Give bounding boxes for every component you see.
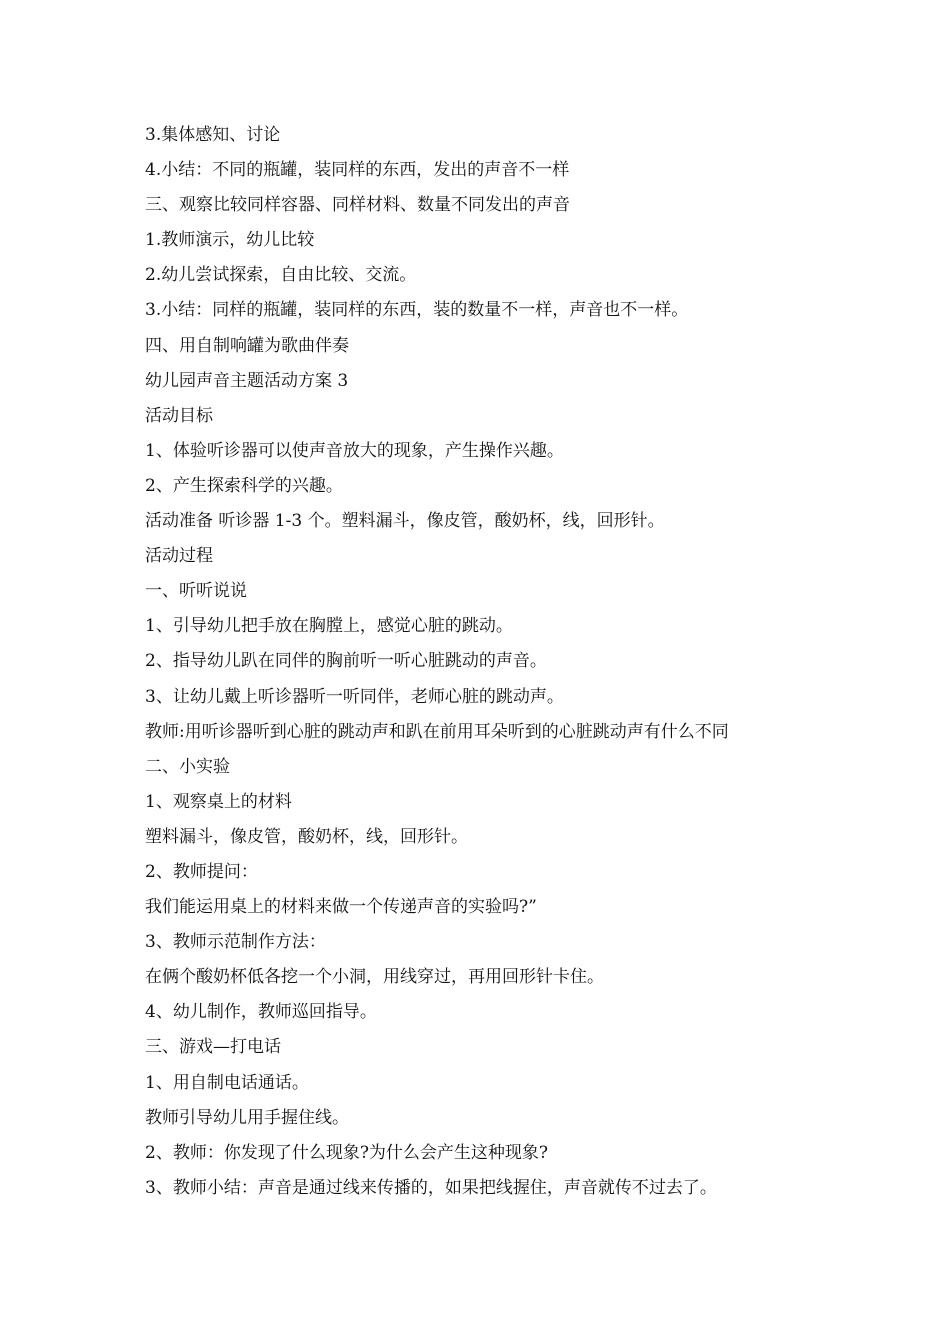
- text-line: 教师:用听诊器听到心脏的跳动声和趴在前用耳朵听到的心脏跳动声有什么不同: [145, 721, 729, 742]
- section-heading: 三、游戏—打电话: [145, 1037, 281, 1058]
- text-line: 3、教师小结：声音是通过线来传播的，如果把线握住，声音就传不过去了。: [145, 1177, 717, 1198]
- text-line: 活动准备 听诊器 1-3 个。塑料漏斗，像皮管，酸奶杯，线，回形针。: [145, 511, 665, 532]
- text-line: 2、指导幼儿趴在同伴的胸前听一听心脏跳动的声音。: [145, 651, 547, 672]
- text-line: 4.小结：不同的瓶罐，装同样的东西，发出的声音不一样: [145, 160, 570, 181]
- section-heading: 一、听听说说: [145, 581, 247, 602]
- text-line: 我们能运用桌上的材料来做一个传递声音的实验吗?”: [145, 897, 537, 918]
- text-line: 2、教师提问：: [145, 861, 258, 882]
- text-line: 教师引导幼儿用手握住线。: [145, 1107, 349, 1128]
- text-line: 3、让幼儿戴上听诊器听一听同伴，老师心脏的跳动声。: [145, 686, 564, 707]
- text-line: 2、教师：你发现了什么现象?为什么会产生这种现象?: [145, 1142, 549, 1163]
- text-line: 4、幼儿制作，教师巡回指导。: [145, 1002, 377, 1023]
- section-heading: 二、小实验: [145, 756, 230, 777]
- text-line: 2.幼儿尝试探索，自由比较、交流。: [145, 265, 417, 286]
- text-line: 1.教师演示，幼儿比较: [145, 230, 315, 251]
- text-line: 2、产生探索科学的兴趣。: [145, 475, 343, 496]
- section-heading: 三、观察比较同样容器、同样材料、数量不同发出的声音: [145, 195, 570, 216]
- text-line: 3.集体感知、讨论: [145, 125, 281, 145]
- text-line: 1、观察桌上的材料: [145, 791, 292, 812]
- text-line: 1、引导幼儿把手放在胸膛上，感觉心脏的跳动。: [145, 616, 513, 637]
- document-title: 幼儿园声音主题活动方案 3: [145, 370, 349, 391]
- text-line: 1、体验听诊器可以使声音放大的现象，产生操作兴趣。: [145, 440, 564, 461]
- text-line: 在俩个酸奶杯低各挖一个小洞，用线穿过，再用回形针卡住。: [145, 967, 604, 988]
- text-line: 1、用自制电话通话。: [145, 1072, 309, 1093]
- section-heading: 活动过程: [145, 546, 213, 567]
- text-line: 3.小结：同样的瓶罐，装同样的东西，装的数量不一样，声音也不一样。: [145, 300, 689, 321]
- text-line: 3、教师示范制作方法：: [145, 932, 326, 953]
- section-heading: 四、用自制响罐为歌曲伴奏: [145, 335, 349, 356]
- section-heading: 活动目标: [145, 405, 213, 426]
- text-line: 塑料漏斗，像皮管，酸奶杯，线，回形针。: [145, 826, 468, 847]
- document-body: [145, 118, 825, 1206]
